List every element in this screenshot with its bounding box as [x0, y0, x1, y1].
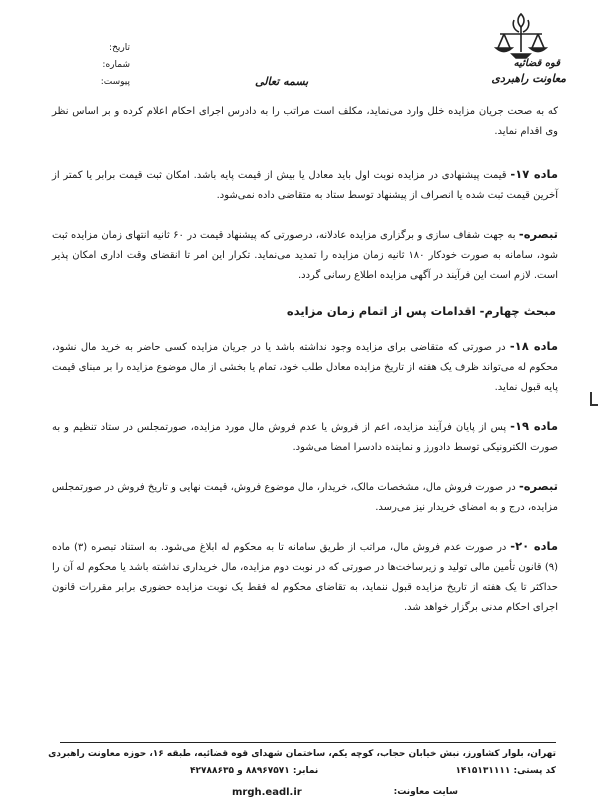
note-2-label: تبصره- [518, 479, 558, 493]
note-1 [52, 224, 558, 286]
article-19 [52, 416, 558, 458]
section-4-title: مبحث چهارم- اقدامات پس از اتمام زمان مزایده [286, 304, 556, 318]
article-20 [52, 536, 558, 618]
margin-mark [590, 392, 598, 406]
article-20-text: در صورت عدم فروش مال، مراتب از طریق سامانه تا به محکوم له ابلاغ می‌شود. به استناد تبصره (۳) ماده (۹) قانون تأمین مالی تولید و زیرساخت‌ها در صورتی که در نوبت دوم مزایده، مال خریداری نداشته باشد یا محکوم له آن را حداکثر تا یک هفته از تاریخ مزایده قبول ننماید، به تقاضای محکوم له فقط یک نوبت مزایده حضوری برابر مقررات قانون اجرای احکام مدنی برگزار خواهد شد. [52, 542, 558, 613]
date-label: تاریخ: [109, 43, 130, 53]
article-19-text: پس از پایان فرآیند مزایده، اعم از فروش یا عدم فروش مال مورد مزایده، صورتمجلس در ستاد تنظیم و به صورت الکترونیکی توسط دادورز و نماینده دادسرا امضا می‌شود. [52, 422, 558, 453]
article-18 [52, 336, 558, 398]
intro-paragraph [52, 102, 558, 142]
note-1-label: تبصره- [518, 227, 558, 241]
footer-site-url[interactable]: mrgh.eadl.ir [232, 787, 302, 798]
article-17 [52, 164, 558, 206]
organization-name: قوه قضائیه [513, 58, 560, 69]
attachment-label: پیوست: [100, 77, 130, 87]
letter-meta [60, 40, 130, 91]
note-2 [52, 476, 558, 518]
footer-divider [60, 742, 556, 743]
intro-text: که به صحت جریان مزایده خلل وارد می‌نماید، مکلف است مراتب را به دادرس اجرای احکام اعلام کرده و بر اساس نظر وی اقدام نماید. [52, 106, 558, 137]
basmala-heading: بسمه تعالی [255, 75, 309, 88]
article-20-label: ماده ۲۰- [510, 539, 558, 553]
article-17-text: قیمت پیشنهادی در مزایده نوبت اول باید معادل یا بیش از قیمت پایه باشد. امکان ثبت قیمت برابر یا کمتر از آخرین قیمت ثبت شده یا انصراف از پیشنهاد توسط ستاد به متقاضی داده نمی‌شود. [52, 170, 558, 201]
footer-fax: نمابر: ۸۸۹۶۷۵۷۱ و ۴۲۷۸۸۶۳۵ [190, 766, 319, 776]
article-18-text: در صورتی که متقاضی برای مزایده وجود نداشته باشد یا در جریان مزایده کسی حاضر به خرید مال نشود، محکوم له می‌تواند ظرف یک هفته از تاریخ مزایده معادل طلب خود، تمام یا بخشی از مال موضوع مزایده را بر مبنای قیمت پایه قبول نماید. [52, 342, 558, 393]
article-19-label: ماده ۱۹- [510, 419, 558, 433]
note-1-text: به جهت شفاف سازی و برگزاری مزایده عادلانه، درصورتی که پیشنهاد قیمت در ۶۰ ثانیه انتهای زمان مزایده ثبت شود، سامانه به صورت خودکار ۱۸۰ ثانیه زمان مزایده را تمدید می‌نماید. تکرار این امر تا انقضای وقت اداری امکان پذیر است. لازم است این فرآیند در آگهی مزایده اطلاع رسانی گردد. [52, 230, 558, 281]
deputy-office-name: معاونت راهبردی [491, 72, 566, 85]
article-18-label: ماده ۱۸- [509, 339, 558, 353]
footer-postal-code: کد پستی: ۱۴۱۵۱۳۱۱۱۱ [455, 766, 556, 776]
note-2-text: در صورت فروش مال، مشخصات مالک، خریدار، مال موضوع فروش، قیمت نهایی و تاریخ فروش در صورتمجلس مزایده، درج و به امضای خریدار نیز می‌رسد. [52, 482, 558, 513]
article-17-label: ماده ۱۷- [510, 167, 558, 181]
footer-address: تهران، بلوار کشاورز، نبش خیابان حجاب، کوچه یکم، ساختمان شهدای قوه قضائیه، طبقه ۱۶، حوزه معاونت راهبردی [48, 749, 556, 759]
number-label: شماره: [102, 60, 130, 70]
footer-site-label: سایت معاونت: [393, 787, 458, 797]
